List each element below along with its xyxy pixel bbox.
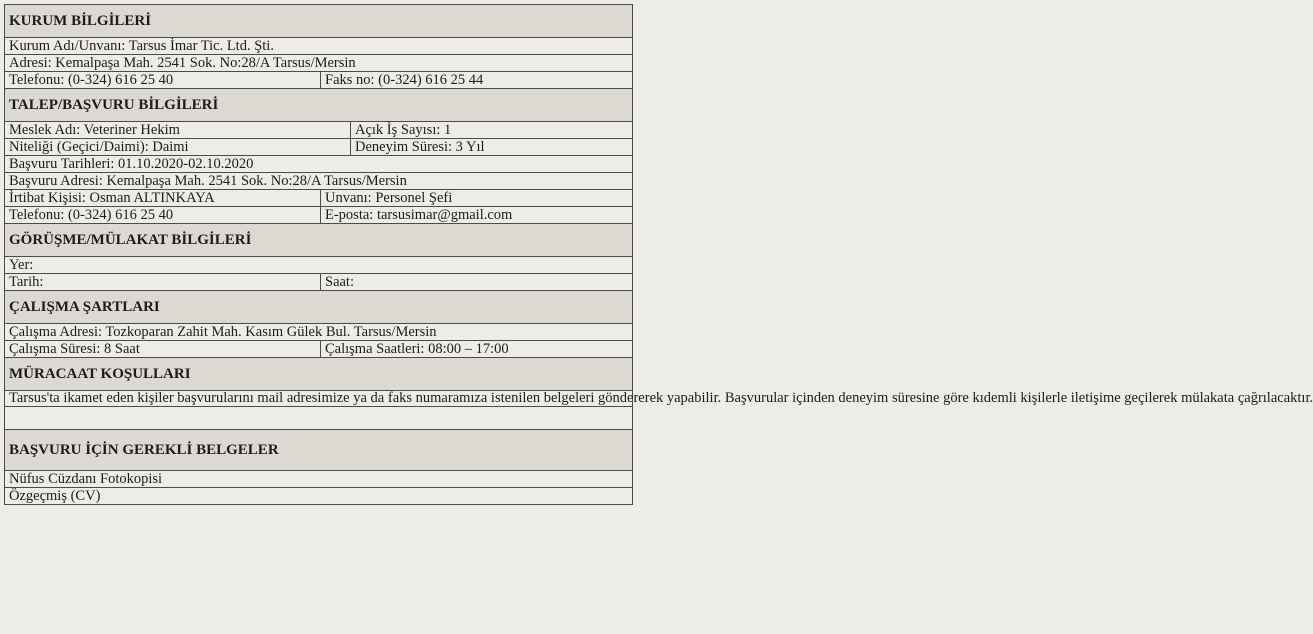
calisma-duration: Çalışma Süresi: 8 Saat [5,341,321,358]
spacer-row [5,407,633,430]
gorusme-time: Saat: [321,274,633,291]
talep-phone: Telefonu: (0-324) 616 25 40 [5,207,321,224]
section-heading-calisma: ÇALIŞMA ŞARTLARI [5,291,633,324]
talep-open-jobs: Açık İş Sayısı: 1 [351,122,633,139]
section-heading-talep: TALEP/BAŞVURU BİLGİLERİ [5,89,633,122]
muracaat-text: Tarsus'ta ikamet eden kişiler başvurularını mail adresimize ya da faks numaramıza istenilen belgeleri göndererek yapabilir. Başvurular içinden deneyim süresine göre kıdemli kişilerle iletişime geçilerek mülakata çağrılacaktır. [5,391,633,407]
talep-title: Unvanı: Personel Şefi [321,190,633,207]
talep-email: E-posta: tarsusimar@gmail.com [321,207,633,224]
gorusme-date: Tarih: [5,274,321,291]
talep-apply-address: Başvuru Adresi: Kemalpaşa Mah. 2541 Sok. No:28/A Tarsus/Mersin [5,173,633,190]
kurum-phone: Telefonu: (0-324) 616 25 40 [5,72,321,89]
gorusme-place: Yer: [5,257,633,274]
calisma-address: Çalışma Adresi: Tozkoparan Zahit Mah. Kasım Gülek Bul. Tarsus/Mersin [5,324,633,341]
talep-profession: Meslek Adı: Veteriner Hekim [5,122,351,139]
kurum-fax: Faks no: (0-324) 616 25 44 [321,72,633,89]
section-heading-muracaat: MÜRACAAT KOŞULLARI [5,358,633,391]
talep-experience: Deneyim Süresi: 3 Yıl [351,139,633,156]
kurum-name: Kurum Adı/Unvanı: Tarsus İmar Tic. Ltd. Şti. [5,38,633,55]
application-form [4,4,1313,505]
section-heading-gorusme: GÖRÜŞME/MÜLAKAT BİLGİLERİ [5,224,633,257]
calisma-hours: Çalışma Saatleri: 08:00 – 17:00 [321,341,633,358]
section-heading-belgeler: BAŞVURU İÇİN GEREKLİ BELGELER [5,430,633,471]
section-heading-kurum: KURUM BİLGİLERİ [5,5,633,38]
kurum-address: Adresi: Kemalpaşa Mah. 2541 Sok. No:28/A Tarsus/Mersin [5,55,633,72]
document-item: Özgeçmiş (CV) [5,488,633,505]
talep-contact: İrtibat Kişisi: Osman ALTINKAYA [5,190,321,207]
talep-type: Niteliği (Geçici/Daimi): Daimi [5,139,351,156]
document-item: Nüfus Cüzdanı Fotokopisi [5,471,633,488]
talep-dates: Başvuru Tarihleri: 01.10.2020-02.10.2020 [5,156,633,173]
